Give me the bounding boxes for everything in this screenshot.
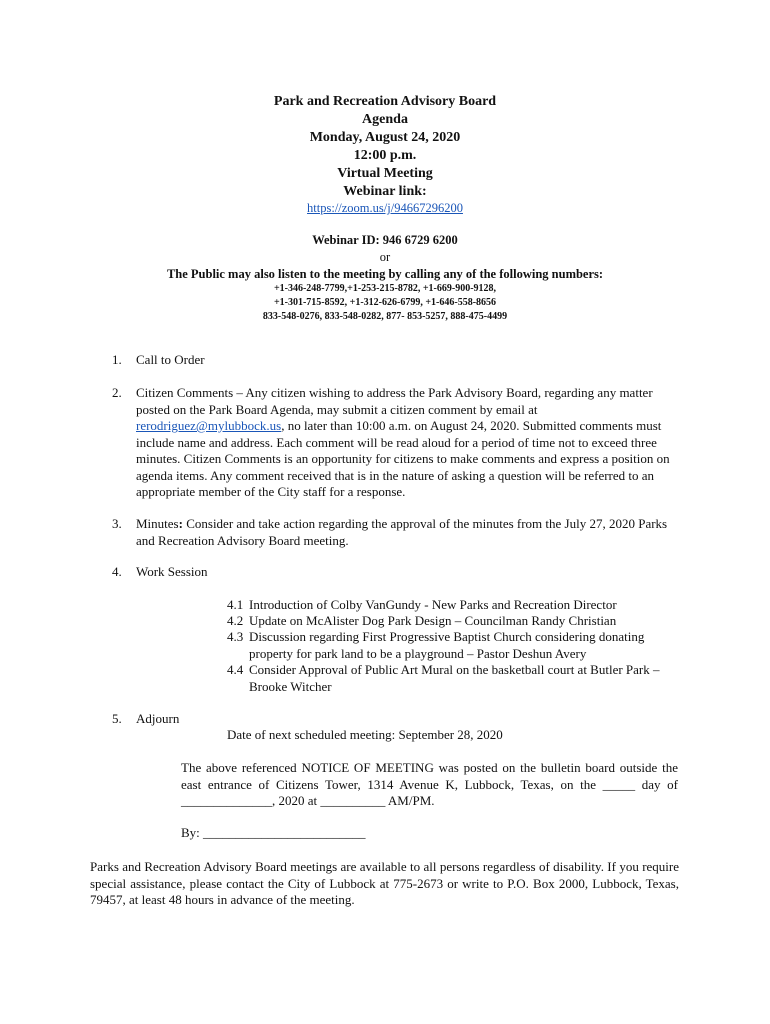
subitem-4-4-number: 4.4 (227, 662, 244, 677)
subitem-4-1-text: Introduction of Colby VanGundy - New Parks and Recreation Director (249, 597, 617, 612)
contact-email-link[interactable]: rerodriguez@mylubbock.us (136, 418, 282, 433)
phone-line-1: +1-346-248-7799,+1-253-215-8782, +1-669-900-9128, (273, 283, 497, 294)
phone-line-3: 833-548-0276, 833-548-0282, 877- 853-5257, 888-475-4499 (262, 311, 508, 322)
subitem-4-2-text: Update on McAlister Dog Park Design – Councilman Randy Christian (249, 613, 617, 628)
item-1-text: Call to Order (136, 352, 205, 367)
board-title: Park and Recreation Advisory Board (273, 94, 497, 109)
meeting-time: 12:00 p.m. (353, 148, 417, 163)
item-2-text-before: Citizen Comments – Any citizen wishing to address the Park Advisory Board, regarding any matter posted on the Park Board Agenda, may submit a citizen comment by email at (136, 385, 653, 417)
signature-line: By: _________________________ (181, 825, 366, 840)
subitem-4-3-number: 4.3 (227, 629, 244, 644)
item-2-number: 2. (112, 385, 122, 400)
subitem-4-4-text: Consider Approval of Public Art Mural on the basketball court at Butler Park – Brooke Witcher (249, 662, 660, 694)
accessibility-notice: Parks and Recreation Advisory Board meetings are available to all persons regardless of disability. If you require special assistance, please contact the City of Lubbock at 775-2673 or write to P.O. Box 2000, Lubbock, Texas, 79457, at least 48 hours in advance of the meeting. (90, 859, 679, 907)
item-3-number: 3. (112, 516, 122, 531)
webinar-label: Webinar link: (343, 184, 427, 199)
posting-notice: The above referenced NOTICE OF MEETING was posted on the bulletin board outside the east entrance of Citizens Tower, 1314 Avenue K, Lubbock, Texas, on the _____ day of ______________, 2020 at __________ AM/PM. (181, 760, 678, 808)
subitem-4-2-number: 4.2 (227, 613, 244, 628)
next-meeting-date: Date of next scheduled meeting: September 28, 2020 (227, 727, 503, 742)
item-3-colon: : (178, 516, 183, 531)
item-5-number: 5. (112, 711, 122, 726)
item-1-number: 1. (112, 352, 122, 367)
meeting-type: Virtual Meeting (337, 166, 433, 181)
public-listen-text: The Public may also listen to the meeting by calling any of the following numbers: (166, 267, 604, 281)
webinar-id: Webinar ID: 946 6729 6200 (312, 233, 458, 247)
subitem-4-3 (227, 629, 687, 662)
webinar-link[interactable]: https://zoom.us/j/94667296200 (307, 201, 463, 215)
item-3-label: Minutes (136, 516, 179, 531)
meeting-date: Monday, August 24, 2020 (309, 130, 461, 145)
item-2-text-after: , no later than 10:00 a.m. on August 24, 2020. Submitted comments must include name and address. Each comment will be read aloud for a period of time not to exceed three minutes. Citizen Comments is an opportunity for citizens to make comments and express a position on agenda items. Any comment received that is in the nature of asking a question will be referred to an appropriate member of the City staff for a response. (136, 418, 670, 499)
phone-line-2: +1-301-715-8592, +1-312-626-6799, +1-646-558-8656 (273, 297, 497, 308)
agenda-heading: Agenda (362, 112, 408, 127)
or-text: or (379, 250, 391, 264)
item-2-text (136, 385, 676, 501)
subitem-4-1-number: 4.1 (227, 597, 244, 612)
subitem-4-1 (227, 597, 687, 614)
item-5-text: Adjourn (136, 711, 180, 726)
subitem-4-2 (227, 613, 687, 630)
item-4-number: 4. (112, 564, 122, 579)
item-4-text: Work Session (136, 564, 208, 579)
item-3-body: Consider and take action regarding the approval of the minutes from the July 27, 2020 Parks and Recreation Advisory Board meeting. (136, 516, 668, 548)
subitem-4-4 (227, 662, 687, 695)
item-3-text (136, 516, 676, 549)
subitem-4-3-text: Discussion regarding First Progressive Baptist Church considering donating property for park land to be a playground – Pastor Deshun Avery (249, 629, 645, 661)
